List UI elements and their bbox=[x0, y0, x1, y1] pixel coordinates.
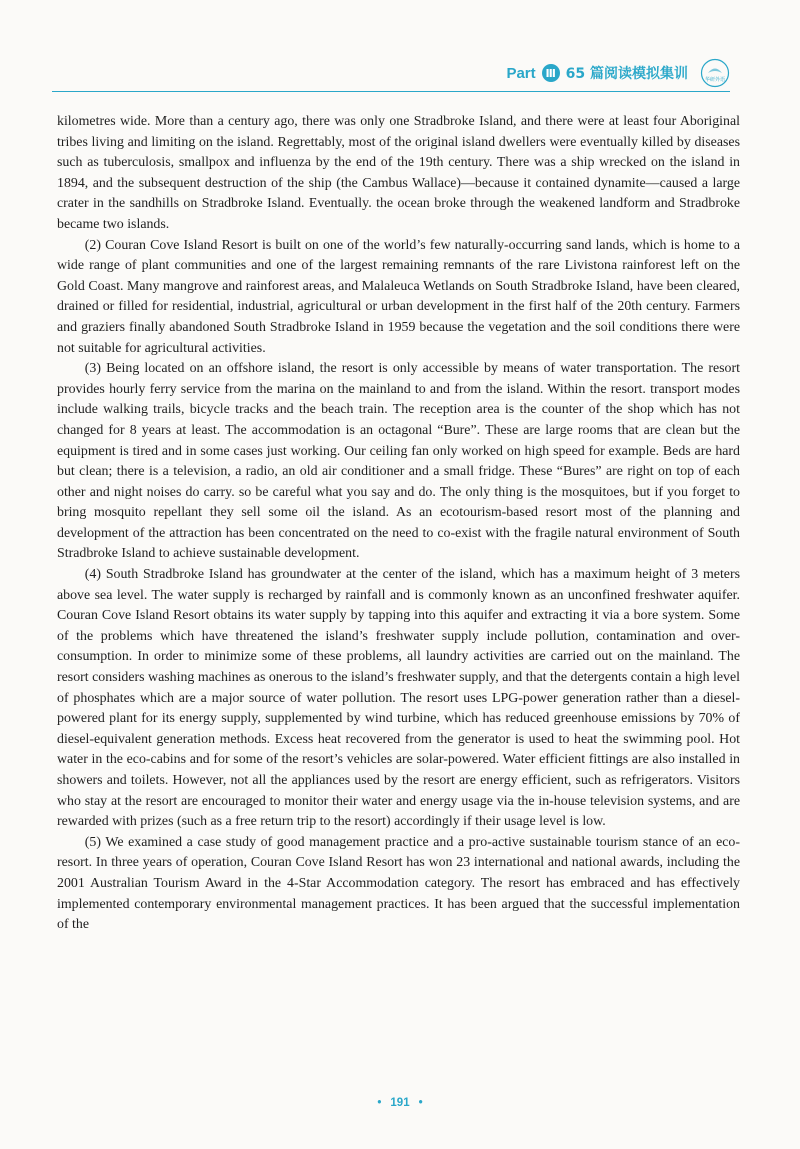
header-rule bbox=[52, 91, 730, 92]
footer-dot-left: • bbox=[377, 1097, 382, 1109]
page-header bbox=[0, 58, 800, 98]
header-title: 65 篇阅读模拟集训 bbox=[565, 66, 688, 82]
paragraph-4: (4) South Stradbroke Island has groundwater at the center of the island, which has a maximum height of 3 meters above sea level. The water supply is recharged by rainfall and is commonly known as an unconfined freshwater aquifer. Couran Cove Island Resort obtains its water supply by tapping into this aquifer and extracting it via a bore system. Some of the problems which have threatened the island’s freshwater supply include pollution, contamination and over-consumption. In order to minimize some of these problems, all laundry activities are carried out on the mainland. The resort considers washing machines as onerous to the island’s freshwater supply, and that the detergents contain a high level of phosphates which are a major source of water pollution. The resort uses LPG-power generation rather than a diesel-powered plant for its energy supply, supplemented by wind turbine, which has reduced greenhouse emissions by 70% of diesel-equivalent generation methods. Excess heat recovered from the generator is used to heat the swimming pool. Hot water in the eco-cabins and for some of the resort’s vehicles are solar-powered. Water efficient fittings are also installed in showers and toilets. However, not all the appliances used by the resort are energy efficient, such as refrigerators. Visitors who stay at the resort are encouraged to monitor their water and energy usage via the in-house television systems, and are rewarded with prizes (such as a free return trip to the resort) accordingly if their usage level is low. bbox=[57, 567, 740, 830]
part-numeral-badge: Ⅲ bbox=[542, 64, 560, 82]
page-number: 191 bbox=[390, 1097, 410, 1109]
part-label: Part bbox=[506, 64, 536, 82]
header-title-group bbox=[496, 63, 728, 83]
paragraph-3: (3) Being located on an offshore island, the resort is only accessible by means of water transportation. The resort provides hourly ferry service from the marina on the mainland to and from the island. Within the resort. transport modes include walking trails, bicycle tracks and the beach train. The reception area is the counter of the shop which has not changed for 8 years at least. The accommodation is an octagonal “Bure”. These are large rooms that are clean but the equipment is tired and in some cases just working. Our ceiling fan only worked on high speed for example. Beds are hard but clean; there is a television, a radio, an old air conditioner and a small fridge. These “Bures” are right on top of each other and night noises do carry. so be careful what you say and do. The only thing is the mosquitoes, but if you forget to bring mosquito repellant they sell some oil the island. As an ecotourism-based resort most of the planning and development of the attraction has been concentrated on the need to co-exist with the fragile natural environment of South Stradbroke Island to achieve sustainable development. bbox=[57, 361, 740, 562]
paragraph-5: (5) We examined a case study of good management practice and a pro-active sustainable tourism stance of an eco-resort. In three years of operation, Couran Cove Island Resort has won 23 international and national awards, including the 2001 Australian Tourism Award in the 4-Star Accommodation category. The resort has embraced and has effectively implemented contemporary environmental management practices. It has been argued that the successful implementation of the bbox=[57, 834, 740, 933]
article-body bbox=[57, 112, 740, 936]
footer-dot-right: • bbox=[418, 1097, 423, 1109]
page-footer bbox=[0, 1097, 800, 1109]
paragraph-2: (2) Couran Cove Island Resort is built on one of the world’s few naturally-occurring sand lands, which is home to a wide range of plant communities and one of the largest remaining remnants of the rare Livistona rainforest left on the Gold Coast. Many mangrove and rainforest areas, and Malaleuca Wetlands on South Stradbroke Island, have been cleared, drained or filled for residential, industrial, agricultural or urban development in the first half of the 20th century. Farmers and graziers finally abandoned South Stradbroke Island in 1959 because the vegetation and the soil conditions there were not suitable for agricultural activities. bbox=[57, 237, 740, 356]
paragraph-continued: kilometres wide. More than a century ago, there was only one Stradbroke Island, and there were at least four Aboriginal tribes living and limiting on the island. Regrettably, most of the original island dwellers were eventually killed by diseases such as tuberculosis, smallpox and influenza by the end of the 19th century. There was a ship wrecked on the island in 1894, and the subsequent destruction of the ship (the Cambus Wallace)—because it contained dynamite—caused a large crater in the sandhills on Stradbroke Island. Eventually. the ocean broke through the weakened landform and Stradbroke became two islands. bbox=[57, 114, 740, 232]
publisher-logo-icon bbox=[700, 58, 730, 88]
logo-text: 华研外语 bbox=[704, 77, 726, 83]
